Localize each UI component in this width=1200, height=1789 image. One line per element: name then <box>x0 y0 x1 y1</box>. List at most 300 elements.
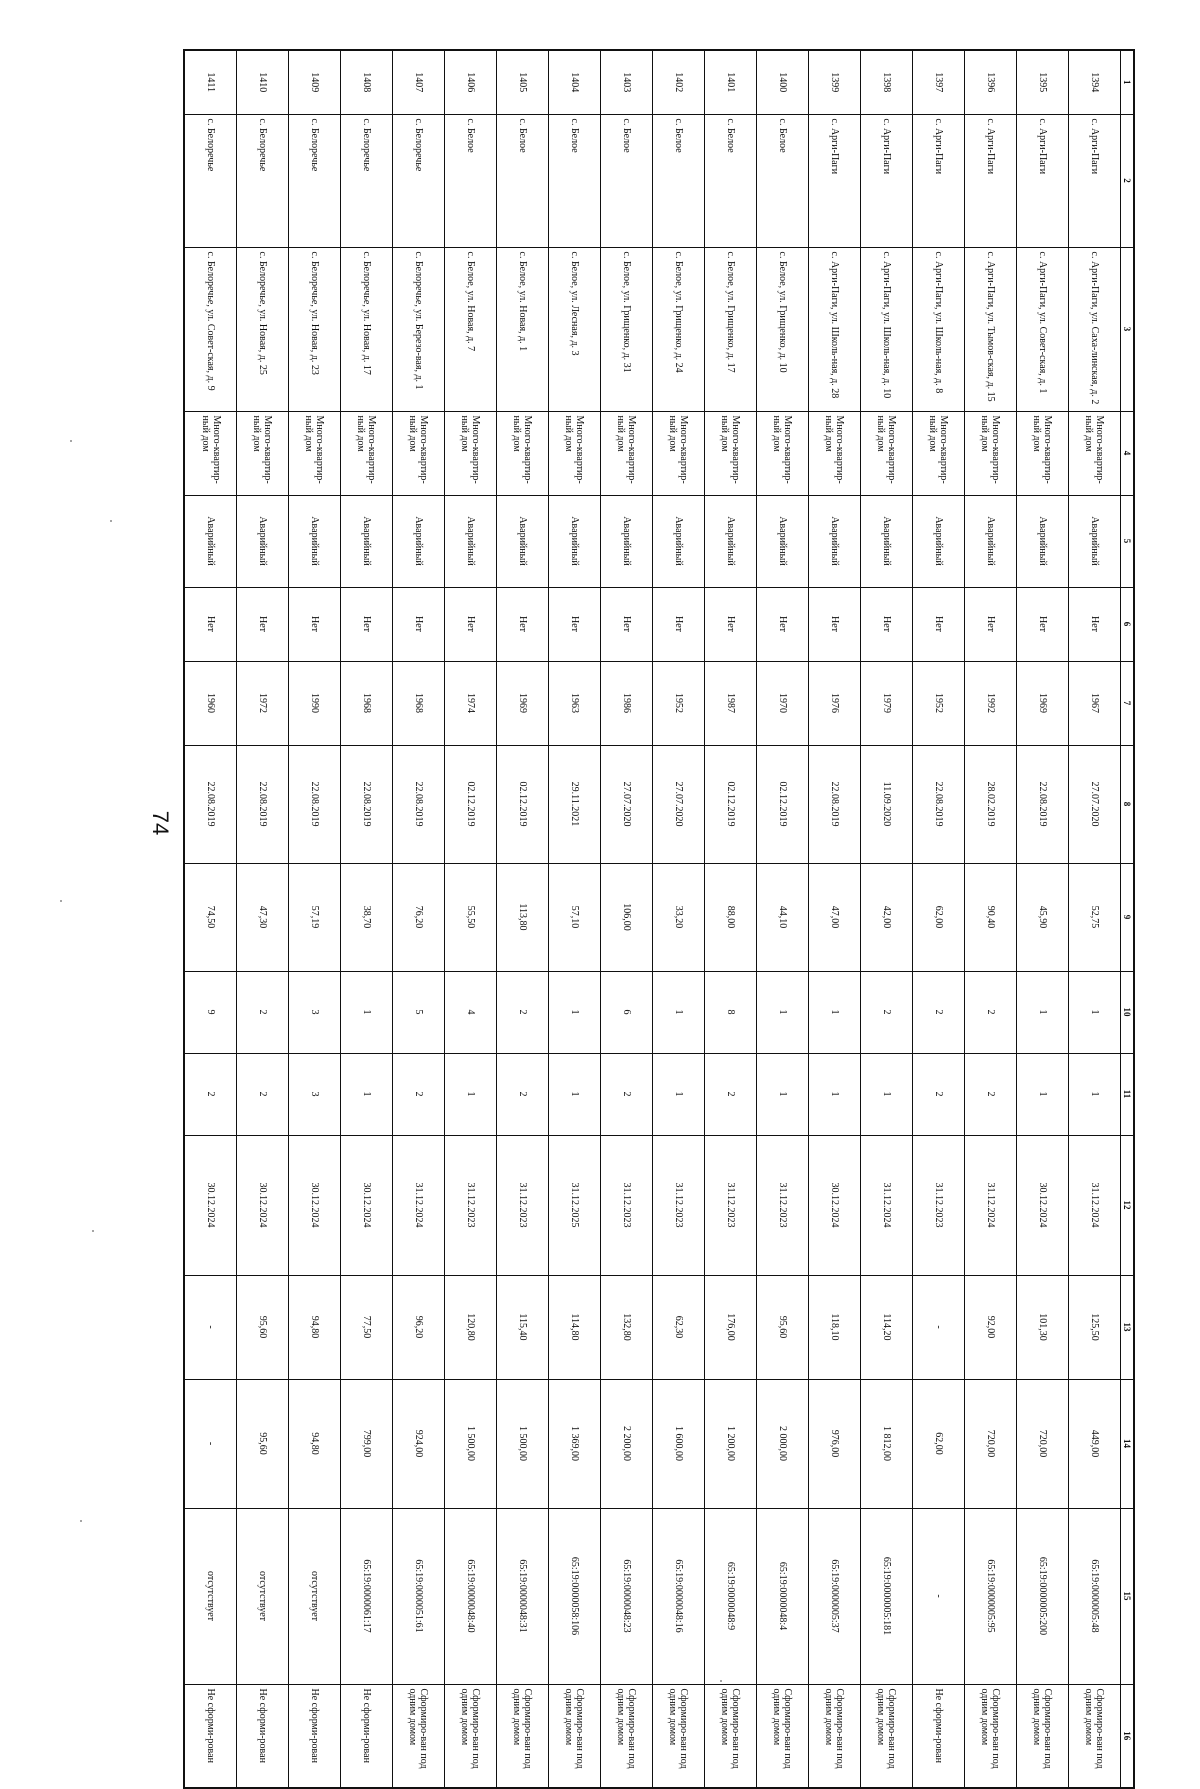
table-cell: 62,30 <box>653 1275 705 1379</box>
table-row <box>185 50 237 1788</box>
table-cell: с. Арги-Паги <box>913 114 965 247</box>
table-cell: 1 <box>757 971 809 1053</box>
table-cell: Много-квартир-ный дом <box>705 411 757 495</box>
table-cell: Сформиро-ван под одним домом <box>393 1684 445 1788</box>
table-cell: Аварийный <box>1069 495 1121 587</box>
table-cell: 120,80 <box>445 1275 497 1379</box>
table-cell: Нет <box>861 587 913 661</box>
table-cell: 1 <box>445 1053 497 1135</box>
table-cell: Не сформи-рован <box>185 1684 237 1788</box>
table-cell: Нет <box>1017 587 1069 661</box>
table-cell: с. Белоречье, ул. Новая, д. 23 <box>289 247 341 411</box>
table-cell: 31.12.2024 <box>393 1135 445 1275</box>
table-cell: 1 <box>1017 1053 1069 1135</box>
table-cell: 65:19:0000058:106 <box>549 1508 601 1684</box>
table-cell: 65:19:0000005:48 <box>1069 1508 1121 1684</box>
table-cell: 1969 <box>497 661 549 745</box>
scan-speck <box>720 1680 722 1682</box>
table-cell: 65:19:0000005:37 <box>809 1508 861 1684</box>
table-row <box>237 50 289 1788</box>
table-cell: 2 <box>185 1053 237 1135</box>
table-cell: 77,50 <box>341 1275 393 1379</box>
table-cell: Сформиро-ван под одним домом <box>705 1684 757 1788</box>
table-cell: 65:19:0000048:16 <box>653 1508 705 1684</box>
table-cell: 92,00 <box>965 1275 1017 1379</box>
table-row <box>705 50 757 1788</box>
table-cell: 95,60 <box>237 1379 289 1508</box>
table-cell: 22.08.2019 <box>185 745 237 863</box>
table-cell: Нет <box>185 587 237 661</box>
table-cell: Много-квартир-ный дом <box>1017 411 1069 495</box>
table-cell: - <box>913 1275 965 1379</box>
table-cell: 2 000,00 <box>757 1379 809 1508</box>
table-cell: 1972 <box>237 661 289 745</box>
table-cell: 65:19:0000061:17 <box>341 1508 393 1684</box>
table-cell: Сформиро-ван под одним домом <box>653 1684 705 1788</box>
table-cell: 1 <box>861 1053 913 1135</box>
table-cell: Аварийный <box>393 495 445 587</box>
table-cell: 65:19:0000048:40 <box>445 1508 497 1684</box>
table-cell: 1407 <box>393 50 445 114</box>
table-cell: 132,80 <box>601 1275 653 1379</box>
table-cell: с. Арги-Паги, ул. Тымов-ская, д. 15 <box>965 247 1017 411</box>
table-cell: 55,50 <box>445 863 497 971</box>
table-cell: Много-квартир-ный дом <box>445 411 497 495</box>
table-cell: 1 <box>757 1053 809 1135</box>
table-cell: Нет <box>341 587 393 661</box>
table-cell: с. Арги-Паги, ул. Школь-ная, д. 10 <box>861 247 913 411</box>
column-number: 4 <box>1121 411 1135 495</box>
table-cell: Много-квартир-ный дом <box>809 411 861 495</box>
table-cell: 52,75 <box>1069 863 1121 971</box>
table-cell: Много-квартир-ный дом <box>185 411 237 495</box>
table-cell: 1 200,00 <box>705 1379 757 1508</box>
scan-speck <box>92 1230 94 1232</box>
table-cell: 94,80 <box>289 1275 341 1379</box>
scan-speck <box>110 520 112 522</box>
table-cell: 1987 <box>705 661 757 745</box>
table-cell: Нет <box>549 587 601 661</box>
table-row <box>549 50 601 1788</box>
table-cell: 1 <box>809 1053 861 1135</box>
table-cell: 31.12.2024 <box>965 1135 1017 1275</box>
table-cell: 106,00 <box>601 863 653 971</box>
table-cell: с. Белое <box>445 114 497 247</box>
table-cell: Нет <box>1069 587 1121 661</box>
table-cell: 31.12.2023 <box>445 1135 497 1275</box>
table-cell: с. Белое, ул. Новая, д. 7 <box>445 247 497 411</box>
table-cell: 1 <box>653 971 705 1053</box>
table-cell: 1986 <box>601 661 653 745</box>
table-cell: Аварийный <box>653 495 705 587</box>
table-cell: 118,10 <box>809 1275 861 1379</box>
column-number: 3 <box>1121 247 1135 411</box>
table-cell: 1 369,00 <box>549 1379 601 1508</box>
table-cell: 65:19:0000048:23 <box>601 1508 653 1684</box>
table-cell: 1 <box>549 971 601 1053</box>
column-number: 1 <box>1121 50 1135 114</box>
table-cell: 30.12.2024 <box>237 1135 289 1275</box>
table-cell: 33,20 <box>653 863 705 971</box>
table-cell: 42,00 <box>861 863 913 971</box>
table-cell: 95,60 <box>757 1275 809 1379</box>
table-cell: 44,10 <box>757 863 809 971</box>
table-cell: 29.11.2021 <box>549 745 601 863</box>
column-number: 16 <box>1121 1684 1135 1788</box>
table-cell: 1 <box>549 1053 601 1135</box>
column-number: 12 <box>1121 1135 1135 1275</box>
table-cell: 1 500,00 <box>497 1379 549 1508</box>
table-cell: Много-квартир-ный дом <box>861 411 913 495</box>
table-cell: 976,00 <box>809 1379 861 1508</box>
table-cell: с. Арги-Паги, ул. Саха-линская, д. 2 <box>1069 247 1121 411</box>
table-cell: 74,50 <box>185 863 237 971</box>
table-cell: с. Белоречье <box>289 114 341 247</box>
table-cell: 31.12.2025 <box>549 1135 601 1275</box>
table-cell: Нет <box>393 587 445 661</box>
table-cell: Много-квартир-ный дом <box>237 411 289 495</box>
table-cell: 30.12.2024 <box>809 1135 861 1275</box>
table-cell: 1399 <box>809 50 861 114</box>
table-cell: отсутствует <box>237 1508 289 1684</box>
table-cell: Не сформи-рован <box>913 1684 965 1788</box>
table-cell: 31.12.2023 <box>653 1135 705 1275</box>
table-row <box>653 50 705 1788</box>
table-cell: 22.08.2019 <box>393 745 445 863</box>
table-cell: с. Арги-Паги <box>809 114 861 247</box>
table-cell: 1398 <box>861 50 913 114</box>
table-cell: 6 <box>601 971 653 1053</box>
table-row <box>1069 50 1121 1788</box>
table-cell: 27.07.2020 <box>601 745 653 863</box>
table-cell: Сформиро-ван под одним домом <box>497 1684 549 1788</box>
table-cell: 1 <box>1017 971 1069 1053</box>
table-cell: Много-квартир-ный дом <box>341 411 393 495</box>
table-cell: 114,80 <box>549 1275 601 1379</box>
table-cell: с. Белое <box>757 114 809 247</box>
table-cell: 2 <box>497 971 549 1053</box>
table-cell: - <box>185 1379 237 1508</box>
table-cell: Аварийный <box>1017 495 1069 587</box>
table-cell: 62,00 <box>913 863 965 971</box>
table-cell: Нет <box>601 587 653 661</box>
column-number: 14 <box>1121 1379 1135 1508</box>
table-cell: 47,30 <box>237 863 289 971</box>
table-cell: Нет <box>965 587 1017 661</box>
table-cell: Аварийный <box>549 495 601 587</box>
table-cell: 57,19 <box>289 863 341 971</box>
table-cell: 11.09.2020 <box>861 745 913 863</box>
table-cell: 1 600,00 <box>653 1379 705 1508</box>
table-cell: Нет <box>289 587 341 661</box>
table-cell: 2 <box>393 1053 445 1135</box>
column-number: 10 <box>1121 971 1135 1053</box>
table-cell: Много-квартир-ный дом <box>757 411 809 495</box>
table-cell: 2 <box>497 1053 549 1135</box>
table-cell: 65:19:0000005:200 <box>1017 1508 1069 1684</box>
table-cell: Нет <box>237 587 289 661</box>
table-cell: 1406 <box>445 50 497 114</box>
table-cell: 1952 <box>913 661 965 745</box>
table-cell: 1395 <box>1017 50 1069 114</box>
table-cell: 31.12.2023 <box>601 1135 653 1275</box>
table-cell: Аварийный <box>965 495 1017 587</box>
table-row <box>341 50 393 1788</box>
table-cell: Много-квартир-ный дом <box>289 411 341 495</box>
table-cell: 1411 <box>185 50 237 114</box>
table-cell: Много-квартир-ный дом <box>549 411 601 495</box>
table-cell: Сформиро-ван под одним домом <box>965 1684 1017 1788</box>
table-cell: Нет <box>809 587 861 661</box>
table-cell: 1396 <box>965 50 1017 114</box>
table-row <box>445 50 497 1788</box>
table-cell: 1 <box>1069 1053 1121 1135</box>
scan-speck <box>80 1520 82 1522</box>
scan-speck <box>70 440 72 442</box>
table-row <box>1017 50 1069 1788</box>
table-cell: Аварийный <box>445 495 497 587</box>
table-cell: Аварийный <box>861 495 913 587</box>
table-cell: Нет <box>913 587 965 661</box>
table-cell: Не сформи-рован <box>289 1684 341 1788</box>
table-cell: 96,20 <box>393 1275 445 1379</box>
table-cell: Много-квартир-ный дом <box>653 411 705 495</box>
table-cell: 22.08.2019 <box>341 745 393 863</box>
column-number: 13 <box>1121 1275 1135 1379</box>
table-cell: 1408 <box>341 50 393 114</box>
table-cell: с. Белое <box>549 114 601 247</box>
table-cell: 1974 <box>445 661 497 745</box>
table-cell: 76,20 <box>393 863 445 971</box>
table-cell: 3 <box>289 1053 341 1135</box>
table-cell: 65:19:0000048:4 <box>757 1508 809 1684</box>
table-cell: 3 <box>289 971 341 1053</box>
table-cell: 57,10 <box>549 863 601 971</box>
table-cell: Аварийный <box>757 495 809 587</box>
table-cell: Аварийный <box>341 495 393 587</box>
table-cell: 47,00 <box>809 863 861 971</box>
table-cell: 65:19:0000051:61 <box>393 1508 445 1684</box>
table-cell: 449,00 <box>1069 1379 1121 1508</box>
table-cell: Аварийный <box>809 495 861 587</box>
table-cell: с. Белоречье, ул. Березо-вая, д. 1 <box>393 247 445 411</box>
table-cell: 1401 <box>705 50 757 114</box>
table-cell: с. Арги-Паги <box>965 114 1017 247</box>
table-cell: Сформиро-ван под одним домом <box>861 1684 913 1788</box>
table-cell: Сформиро-ван под одним домом <box>1017 1684 1069 1788</box>
column-number: 11 <box>1121 1053 1135 1135</box>
table-cell: 9 <box>185 971 237 1053</box>
table-cell: с. Белое, ул. Новая, д. 1 <box>497 247 549 411</box>
table-cell: 1409 <box>289 50 341 114</box>
column-number: 5 <box>1121 495 1135 587</box>
table-cell: с. Белое, ул. Лесная, д. 3 <box>549 247 601 411</box>
table-cell: 2 <box>913 1053 965 1135</box>
table-cell: с. Белоречье, ул. Новая, д. 17 <box>341 247 393 411</box>
table-cell: Нет <box>497 587 549 661</box>
table-cell: 31.12.2023 <box>497 1135 549 1275</box>
table-cell: Аварийный <box>497 495 549 587</box>
table-cell: с. Арги-Паги <box>861 114 913 247</box>
table-cell: 28.02.2019 <box>965 745 1017 863</box>
table-cell: 22.08.2019 <box>809 745 861 863</box>
table-cell: 2 <box>965 1053 1017 1135</box>
table-cell: Сформиро-ван под одним домом <box>549 1684 601 1788</box>
table-cell: 65:19:0000005:95 <box>965 1508 1017 1684</box>
table-cell: 1397 <box>913 50 965 114</box>
table-cell: Много-квартир-ный дом <box>965 411 1017 495</box>
table-cell: с. Белоречье <box>393 114 445 247</box>
table-cell: 2 <box>601 1053 653 1135</box>
column-number: 2 <box>1121 114 1135 247</box>
table-cell: 30.12.2024 <box>341 1135 393 1275</box>
column-number: 9 <box>1121 863 1135 971</box>
table-cell: Нет <box>705 587 757 661</box>
table-cell: 1 <box>341 971 393 1053</box>
column-number: 6 <box>1121 587 1135 661</box>
table-cell: отсутствует <box>185 1508 237 1684</box>
table-cell: 1969 <box>1017 661 1069 745</box>
table-cell: Аварийный <box>601 495 653 587</box>
table-cell: 125,50 <box>1069 1275 1121 1379</box>
table-cell: 88,00 <box>705 863 757 971</box>
table-cell: Сформиро-ван под одним домом <box>445 1684 497 1788</box>
table-cell: 2 <box>705 1053 757 1135</box>
table-cell: 1990 <box>289 661 341 745</box>
table-cell: 31.12.2023 <box>913 1135 965 1275</box>
table-cell: Аварийный <box>705 495 757 587</box>
table-cell: 22.08.2019 <box>1017 745 1069 863</box>
table-row <box>497 50 549 1788</box>
table-cell: Не сформи-рован <box>341 1684 393 1788</box>
table-cell: с. Арги-Паги <box>1069 114 1121 247</box>
table-cell: 115,40 <box>497 1275 549 1379</box>
table-cell: 1 812,00 <box>861 1379 913 1508</box>
table-cell: 2 <box>913 971 965 1053</box>
table-cell: 2 <box>861 971 913 1053</box>
table-cell: 02.12.2019 <box>445 745 497 863</box>
table-cell: с. Белоречье <box>185 114 237 247</box>
table-cell: 27.07.2020 <box>1069 745 1121 863</box>
table-cell: Много-квартир-ный дом <box>393 411 445 495</box>
table-cell: 4 <box>445 971 497 1053</box>
table-cell: с. Белоречье, ул. Совет-ская, д. 9 <box>185 247 237 411</box>
table-cell: с. Арги-Паги <box>1017 114 1069 247</box>
table-cell: 02.12.2019 <box>497 745 549 863</box>
table-cell: с. Арги-Паги, ул. Школь-ная, д. 8 <box>913 247 965 411</box>
table-cell: 27.07.2020 <box>653 745 705 863</box>
table-cell: 1963 <box>549 661 601 745</box>
table-cell: 31.12.2023 <box>705 1135 757 1275</box>
table-cell: - <box>913 1508 965 1684</box>
table-cell: 720,00 <box>965 1379 1017 1508</box>
table-cell: 8 <box>705 971 757 1053</box>
column-number: 8 <box>1121 745 1135 863</box>
table-cell: 1 <box>653 1053 705 1135</box>
table-cell: 1960 <box>185 661 237 745</box>
table-cell: 720,00 <box>1017 1379 1069 1508</box>
page-number: 74 <box>148 810 173 836</box>
table-cell: 176,00 <box>705 1275 757 1379</box>
table-cell: 1394 <box>1069 50 1121 114</box>
table-cell: 1 500,00 <box>445 1379 497 1508</box>
table-cell: Сформиро-ван под одним домом <box>809 1684 861 1788</box>
table-cell: с. Арги-Паги, ул. Совет-ская, д. 1 <box>1017 247 1069 411</box>
table-cell: 1400 <box>757 50 809 114</box>
table-cell: 1 <box>1069 971 1121 1053</box>
table-cell: 1976 <box>809 661 861 745</box>
table-cell: 45,90 <box>1017 863 1069 971</box>
table-cell: 799,00 <box>341 1379 393 1508</box>
table-cell: с. Белое, ул. Грищенко, д. 17 <box>705 247 757 411</box>
table-cell: 22.08.2019 <box>237 745 289 863</box>
housing-register-table <box>184 49 1136 1789</box>
table-cell: Аварийный <box>185 495 237 587</box>
table-cell: 2 <box>237 971 289 1053</box>
table-cell: 1970 <box>757 661 809 745</box>
table-cell: 1405 <box>497 50 549 114</box>
table-cell: с. Белое, ул. Грищенко, д. 31 <box>601 247 653 411</box>
table-cell: Нет <box>757 587 809 661</box>
table-cell: 62,00 <box>913 1379 965 1508</box>
table-cell: 114,20 <box>861 1275 913 1379</box>
table-cell: Много-квартир-ный дом <box>497 411 549 495</box>
table-cell: 5 <box>393 971 445 1053</box>
table-cell: Много-квартир-ный дом <box>913 411 965 495</box>
table-cell: Много-квартир-ный дом <box>601 411 653 495</box>
table-cell: 1992 <box>965 661 1017 745</box>
table-cell: 1410 <box>237 50 289 114</box>
table-cell: 1952 <box>653 661 705 745</box>
table-cell: Сформиро-ван под одним домом <box>601 1684 653 1788</box>
table-cell: Сформиро-ван под одним домом <box>1069 1684 1121 1788</box>
table-cell: Не сформи-рован <box>237 1684 289 1788</box>
table-cell: Аварийный <box>237 495 289 587</box>
table-cell: 65:19:0000048:31 <box>497 1508 549 1684</box>
table-row <box>913 50 965 1788</box>
table-cell: 02.12.2019 <box>757 745 809 863</box>
table-cell: 30.12.2024 <box>185 1135 237 1275</box>
table-cell: 113,80 <box>497 863 549 971</box>
table-cell: 2 200,00 <box>601 1379 653 1508</box>
table-cell: 1967 <box>1069 661 1121 745</box>
table-row <box>809 50 861 1788</box>
table-cell: с. Белоречье <box>341 114 393 247</box>
table-cell: Аварийный <box>289 495 341 587</box>
table-cell: 1968 <box>341 661 393 745</box>
table-cell: 22.08.2019 <box>913 745 965 863</box>
table-cell: 90,40 <box>965 863 1017 971</box>
table-cell: с. Белоречье <box>237 114 289 247</box>
table-cell: 1968 <box>393 661 445 745</box>
table-cell: 101,30 <box>1017 1275 1069 1379</box>
table-cell: Сформиро-ван под одним домом <box>757 1684 809 1788</box>
table-cell: отсутствует <box>289 1508 341 1684</box>
table-row <box>757 50 809 1788</box>
table-cell: 31.12.2023 <box>757 1135 809 1275</box>
table-cell: 2 <box>237 1053 289 1135</box>
table-row <box>965 50 1017 1788</box>
column-number: 7 <box>1121 661 1135 745</box>
table-cell: с. Белое <box>705 114 757 247</box>
table-cell: 1 <box>809 971 861 1053</box>
table-cell: 02.12.2019 <box>705 745 757 863</box>
table-cell: 65:19:0000005:181 <box>861 1508 913 1684</box>
table-row <box>393 50 445 1788</box>
table-cell: Нет <box>445 587 497 661</box>
table-cell: 30.12.2024 <box>1017 1135 1069 1275</box>
table-cell: с. Белое <box>497 114 549 247</box>
